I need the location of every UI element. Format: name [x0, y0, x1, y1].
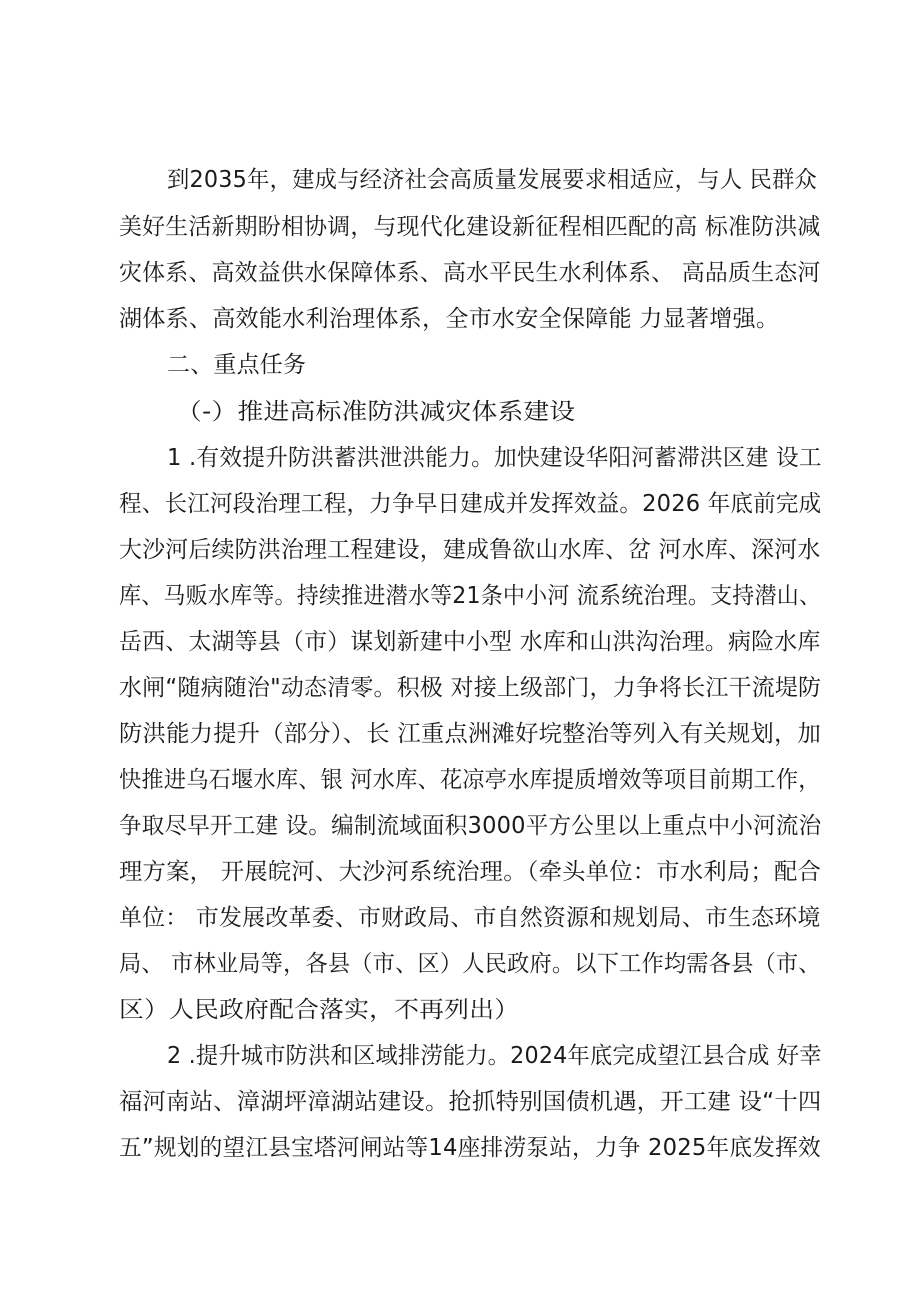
text-line: 理方案， 开展皖河、大沙河系统治理。（牵头单位：市水利局；配合 — [119, 859, 822, 885]
text-line: 单位： 市发展改革委、市财政局、市自然资源和规划局、市生态环境 — [119, 905, 821, 931]
text-line: 湖体系、高效能水利治理体系，全市水安全保障能 力显著增强。 — [119, 306, 780, 332]
text-line: 1 .有效提升防洪蓄洪泄洪能力。加快建设华阳河蓄滞洪区建 设工 — [167, 445, 822, 471]
text-line: 库、马贩水库等。持续推进潜水等21条中小河 流系统治理。支持潜山、 — [119, 583, 822, 609]
text-line: 灾体系、高效益供水保障体系、高水平民生水利体系、 高品质生态河 — [119, 260, 821, 286]
text-line: 程、长江河段治理工程，力争早日建成并发挥效益。2026 年底前完成 — [119, 491, 822, 517]
text-line: 五”规划的望江县宝塔河闸站等14座排涝泵站，力争 2025年底发挥效 — [119, 1135, 821, 1161]
text-line: 快推进乌石堰水库、银 河水库、花凉亭水库提质增效等项目前期工作， — [119, 767, 821, 793]
text-line: 大沙河后续防洪治理工程建设，建成鲁欲山水库、岔 河水库、深河水 — [119, 537, 821, 563]
text-line: 美好生活新期盼相协调，与现代化建设新征程相匹配的高 标准防洪减 — [119, 214, 821, 240]
text-line: 争取尽早开工建 设。编制流域面积3000平方公里以上重点中小河流治 — [119, 813, 822, 839]
text-line: 防洪能力提升（部分）、长 江重点洲滩好垸整治等列入有关规划，加 — [119, 721, 822, 747]
text-line: 福河南站、漳湖坪漳湖站建设。抢抓特别国债机遇，开工建 设“十四 — [119, 1089, 822, 1115]
text-line: 区）人民政府配合落实，不再列出） — [119, 997, 520, 1023]
text-line: 到2035年，建成与经济社会高质量发展要求相适应，与人 民群众 — [167, 167, 818, 193]
subsection-heading: （-）推进高标准防洪减灾体系建设 — [176, 399, 576, 425]
text-line: 局、 市林业局等，各县（市、区）人民政府。以下工作均需各县（市、 — [119, 951, 821, 977]
text-line: 2 .提升城市防洪和区域排涝能力。2024年底完成望江县合成 好幸 — [167, 1043, 822, 1069]
section-heading: 二、重点任务 — [167, 352, 307, 378]
text-line: 水闸“随病随治"动态清零。积极 对接上级部门，力争将长江干流堤防 — [119, 675, 822, 701]
text-line: 岳西、太湖等县（市）谋划新建中小型 水库和山洪沟治理。病险水库 — [119, 629, 821, 655]
